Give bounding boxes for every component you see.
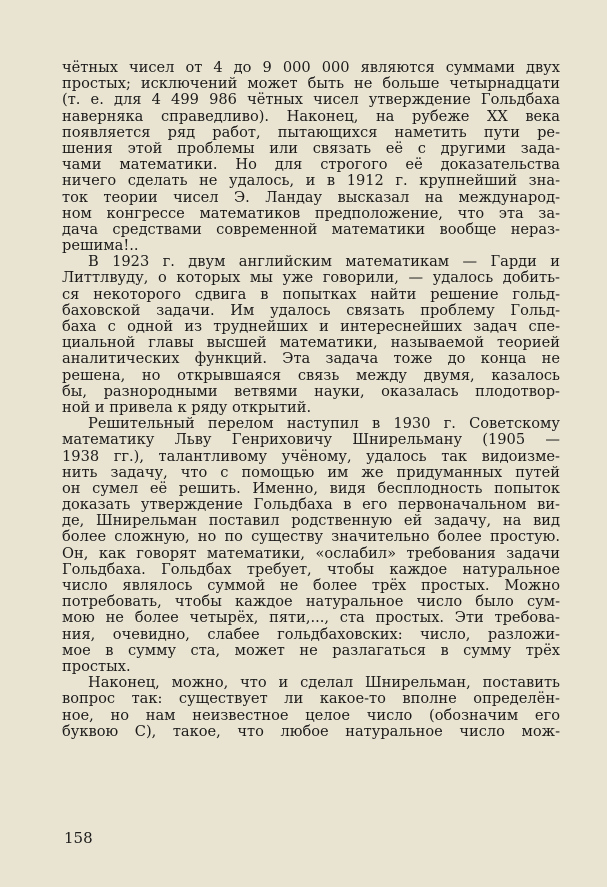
text-line: Он, как говорят математики, «ослабил» требования задачи bbox=[62, 545, 560, 562]
text-line: ном конгрессе математиков предположение, что эта за- bbox=[62, 205, 560, 222]
text-line: ния, очевидно, слабее гольдбаховских: число, разложи- bbox=[62, 626, 560, 643]
text-line: мое в сумму ста, может не разлагаться в сумму трёх bbox=[62, 642, 560, 659]
text-line: В 1923 г. двум английским математикам — Гарди и bbox=[88, 254, 560, 271]
text-line: чами математики. Но для строгого её доказательства bbox=[62, 157, 560, 174]
text-line: 1938 гг.), талантливому учёному, удалось так видоизме- bbox=[62, 448, 560, 465]
text-line: простых; исключений может быть не больше четырнадцати bbox=[62, 76, 560, 93]
text-line: ничего сделать не удалось, и в 1912 г. крупнейший зна- bbox=[62, 173, 560, 190]
text-line: буквою C), такое, что любое натуральное число мож- bbox=[62, 723, 560, 740]
text-line: де, Шнирельман поставил родственную ей задачу, на вид bbox=[62, 513, 560, 530]
text-line: аналитических функций. Эта задача тоже до конца не bbox=[62, 351, 560, 368]
text-line: он сумел её решить. Именно, видя бесплодность попыток bbox=[62, 480, 560, 497]
text-line: баха с одной из труднейших и интереснейших задач спе- bbox=[62, 319, 560, 335]
text-line: циальной главы высшей математики, называемой теорией bbox=[62, 335, 560, 352]
text-line: Гольдбаха. Гольдбах требует, чтобы каждое натуральное bbox=[62, 561, 560, 578]
text-line: математику Льву Генриховичу Шнирельману (1905 — bbox=[62, 432, 560, 449]
text-line: доказать утверждение Гольдбаха в его первоначальном ви- bbox=[62, 497, 560, 514]
text-line: появляется ряд работ, пытающихся наметить пути ре- bbox=[62, 124, 560, 141]
text-line: бы, разнородными ветвями науки, оказалась плодотвор- bbox=[62, 383, 560, 400]
text-line: дача средствами современной математики вообще нераз- bbox=[62, 221, 560, 238]
text-line: баховской задачи. Им удалось связать проблему Гольд- bbox=[62, 302, 560, 319]
text-line: простых. bbox=[62, 658, 131, 675]
text-line: Литтлвуду, о которых мы уже говорили, — удалось добить- bbox=[62, 270, 560, 287]
text-line: ток теории чисел Э. Ландау высказал на международ- bbox=[62, 189, 560, 206]
text-line: решена, но открывшаяся связь между двумя, казалось bbox=[62, 367, 560, 384]
text-line: ной и привела к ряду открытий. bbox=[62, 399, 312, 416]
text-line: потребовать, чтобы каждое натуральное число было сум- bbox=[62, 594, 560, 611]
text-line: Решительный перелом наступил в 1930 г. Советскому bbox=[88, 416, 560, 433]
text-line: наверняка справедливо). Наконец, на рубеже XX века bbox=[62, 108, 560, 125]
text-line: Наконец, можно, что и сделал Шнирельман, поставить bbox=[88, 675, 560, 692]
text-line: мою не более четырёх, пяти,..., ста простых. Эти требова- bbox=[62, 610, 560, 627]
text-line: решима!.. bbox=[62, 238, 139, 255]
body-text bbox=[62, 60, 560, 740]
text-line: число являлось суммой не более трёх простых. Можно bbox=[62, 578, 560, 594]
text-line: (т. е. для 4 499 986 чётных чисел утверждение Гольдбаха bbox=[62, 92, 560, 109]
text-line: ся некоторого сдвига в попытках найти решение гольд- bbox=[62, 286, 560, 303]
text-line: чётных чисел от 4 до 9 000 000 являются суммами двух bbox=[62, 60, 560, 76]
text-line: шения этой проблемы или связать её с другими зада- bbox=[62, 140, 560, 157]
text-line: ное, но нам неизвестное целое число (обозначим его bbox=[62, 707, 560, 724]
page-number: 158 bbox=[64, 829, 93, 847]
text-line: нить задачу, что с помощью им же придуманных путей bbox=[62, 464, 560, 481]
text-line: вопрос так: существует ли какое-то вполне определён- bbox=[62, 691, 560, 708]
text-line: более сложную, но по существу значительно более простую. bbox=[62, 529, 560, 546]
